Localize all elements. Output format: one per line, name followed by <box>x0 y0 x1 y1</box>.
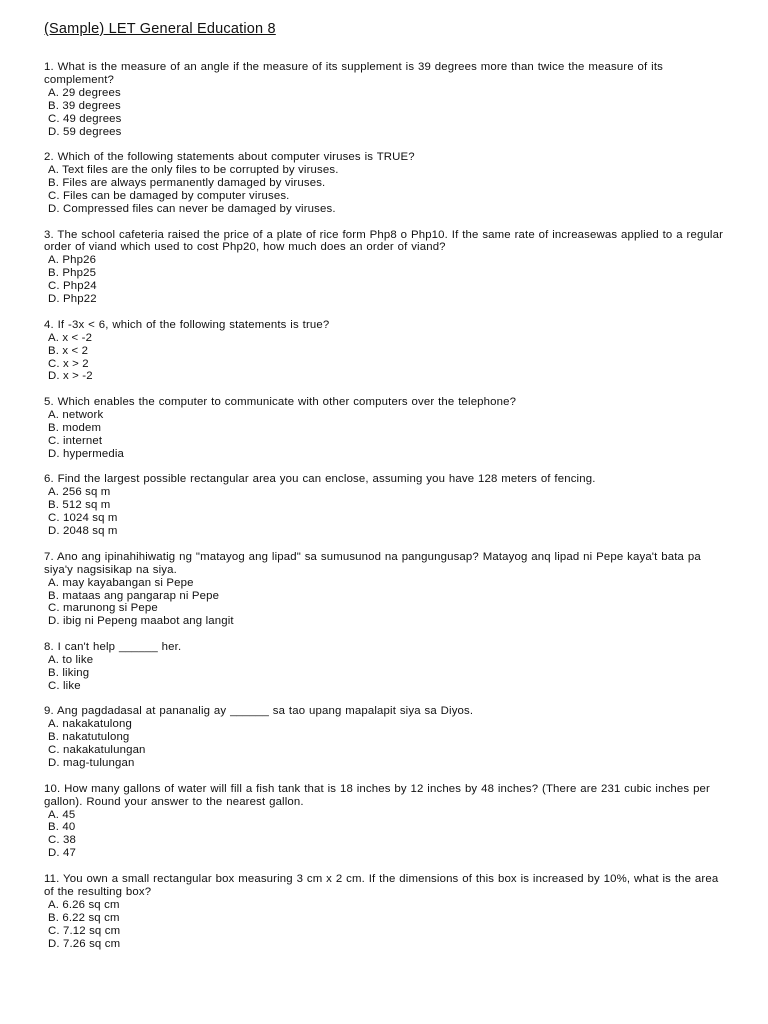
question-1 <box>44 61 724 138</box>
answer-option-b: B. nakatutulong <box>48 731 130 744</box>
document-page <box>44 21 724 963</box>
answer-option-b: B. mataas ang pangarap ni Pepe <box>48 589 220 602</box>
answer-option-c: C. 7.12 sq cm <box>48 924 121 937</box>
answer-option-b: B. Php25 <box>48 267 97 280</box>
answer-option-a: A. 6.26 sq cm <box>48 898 120 911</box>
question-text: 6. Find the largest possible rectangular area you can enclose, assuming you have 128 meters of fencing. <box>44 473 596 486</box>
question-3 <box>44 229 724 306</box>
question-text: 2. Which of the following statements about computer viruses is TRUE? <box>44 151 415 164</box>
answer-option-a: A. x < -2 <box>48 331 93 344</box>
answer-option-b: B. 40 <box>48 821 76 834</box>
answer-option-a: A. nakakatulong <box>48 718 132 731</box>
answer-options <box>44 899 724 951</box>
document-title: (Sample) LET General Education 8 <box>44 21 276 37</box>
question-text: 10. How many gallons of water will fill a fish tank that is 18 inches by 12 inches by 48 inches? (There are 231 cubic inches per gallon). Round your answer to the nearest gallon. <box>44 782 710 808</box>
answer-option-a: A. 256 sq m <box>48 486 111 499</box>
answer-option-a: A. may kayabangan si Pepe <box>48 576 194 589</box>
answer-option-c: C. 49 degrees <box>48 112 122 125</box>
answer-option-c: C. 38 <box>48 834 76 847</box>
answer-option-a: A. 29 degrees <box>48 86 121 99</box>
answer-option-c: C. x > 2 <box>48 357 89 370</box>
answer-option-d: D. x > -2 <box>48 370 93 383</box>
question-list <box>44 61 724 950</box>
question-9 <box>44 705 724 770</box>
answer-options <box>44 809 724 861</box>
question-5 <box>44 396 724 461</box>
answer-option-c: C. like <box>48 679 81 692</box>
answer-option-d: D. 47 <box>48 847 76 860</box>
answer-option-d: D. 7.26 sq cm <box>48 937 121 950</box>
answer-option-b: B. 39 degrees <box>48 99 121 112</box>
answer-option-b: B. 512 sq m <box>48 499 111 512</box>
answer-option-c: C. internet <box>48 434 103 447</box>
question-text: 8. I can't help ______ her. <box>44 641 182 654</box>
answer-option-d: D. 2048 sq m <box>48 525 118 538</box>
answer-option-b: B. Files are always permanently damaged by viruses. <box>48 177 326 190</box>
answer-option-c: C. Files can be damaged by computer viruses. <box>48 189 290 202</box>
question-text: 7. Ano ang ipinahihiwatig ng "matayog ang lipad" sa sumusunod na pangungusap? Matayog anq lipad ni Pepe kaya't bata pa siya'y nagsisikap na siya. <box>44 550 701 576</box>
question-10 <box>44 783 724 860</box>
question-text: 1. What is the measure of an angle if the measure of its supplement is 39 degrees more than twice the measure of its complement? <box>44 61 663 86</box>
answer-option-b: B. modem <box>48 421 102 434</box>
answer-option-d: D. hypermedia <box>48 447 125 460</box>
question-text: 9. Ang pagdadasal at pananalig ay ______ sa tao upang mapalapit siya sa Diyos. <box>44 705 474 718</box>
answer-option-a: A. Text files are the only files to be corrupted by viruses. <box>48 164 339 177</box>
question-text: 4. If -3x < 6, which of the following statements is true? <box>44 318 330 331</box>
answer-option-a: A. network <box>48 409 104 422</box>
answer-option-d: D. mag-tulungan <box>48 757 135 770</box>
answer-option-c: C. Php24 <box>48 280 97 293</box>
question-8 <box>44 641 724 693</box>
answer-option-c: C. marunong si Pepe <box>48 602 158 615</box>
question-text: 3. The school cafeteria raised the price of a plate of rice form Php8 o Php10. If the same rate of increasewas applied to a regular order of viand which used to cost Php20, how much does an order of viand? <box>44 228 724 254</box>
answer-option-b: B. 6.22 sq cm <box>48 911 120 924</box>
question-6 <box>44 473 724 538</box>
answer-options <box>44 409 724 461</box>
answer-option-c: C. 1024 sq m <box>48 512 118 525</box>
answer-options <box>44 577 724 629</box>
answer-option-b: B. liking <box>48 666 90 679</box>
answer-options <box>44 87 724 139</box>
answer-option-b: B. x < 2 <box>48 344 89 357</box>
answer-options <box>44 254 724 306</box>
answer-options <box>44 486 724 538</box>
answer-options <box>44 654 724 693</box>
answer-option-d: D. Php22 <box>48 293 97 306</box>
answer-option-d: D. ibig ni Pepeng maabot ang langit <box>48 615 234 628</box>
question-text: 11. You own a small rectangular box measuring 3 cm x 2 cm. If the dimensions of this box is increased by 10%, what is the area of the resulting box? <box>44 873 719 898</box>
answer-options <box>44 718 724 770</box>
answer-option-a: A. to like <box>48 653 94 666</box>
question-2 <box>44 151 724 216</box>
question-11 <box>44 873 724 950</box>
answer-option-d: D. Compressed files can never be damaged by viruses. <box>48 202 336 215</box>
question-4 <box>44 319 724 384</box>
answer-option-a: A. Php26 <box>48 254 97 267</box>
answer-option-a: A. 45 <box>48 808 76 821</box>
answer-option-d: D. 59 degrees <box>48 125 122 138</box>
answer-options <box>44 164 724 216</box>
answer-options <box>44 332 724 384</box>
question-text: 5. Which enables the computer to communicate with other computers over the telephone? <box>44 396 517 409</box>
answer-option-c: C. nakakatulungan <box>48 744 146 757</box>
question-7 <box>44 551 724 628</box>
